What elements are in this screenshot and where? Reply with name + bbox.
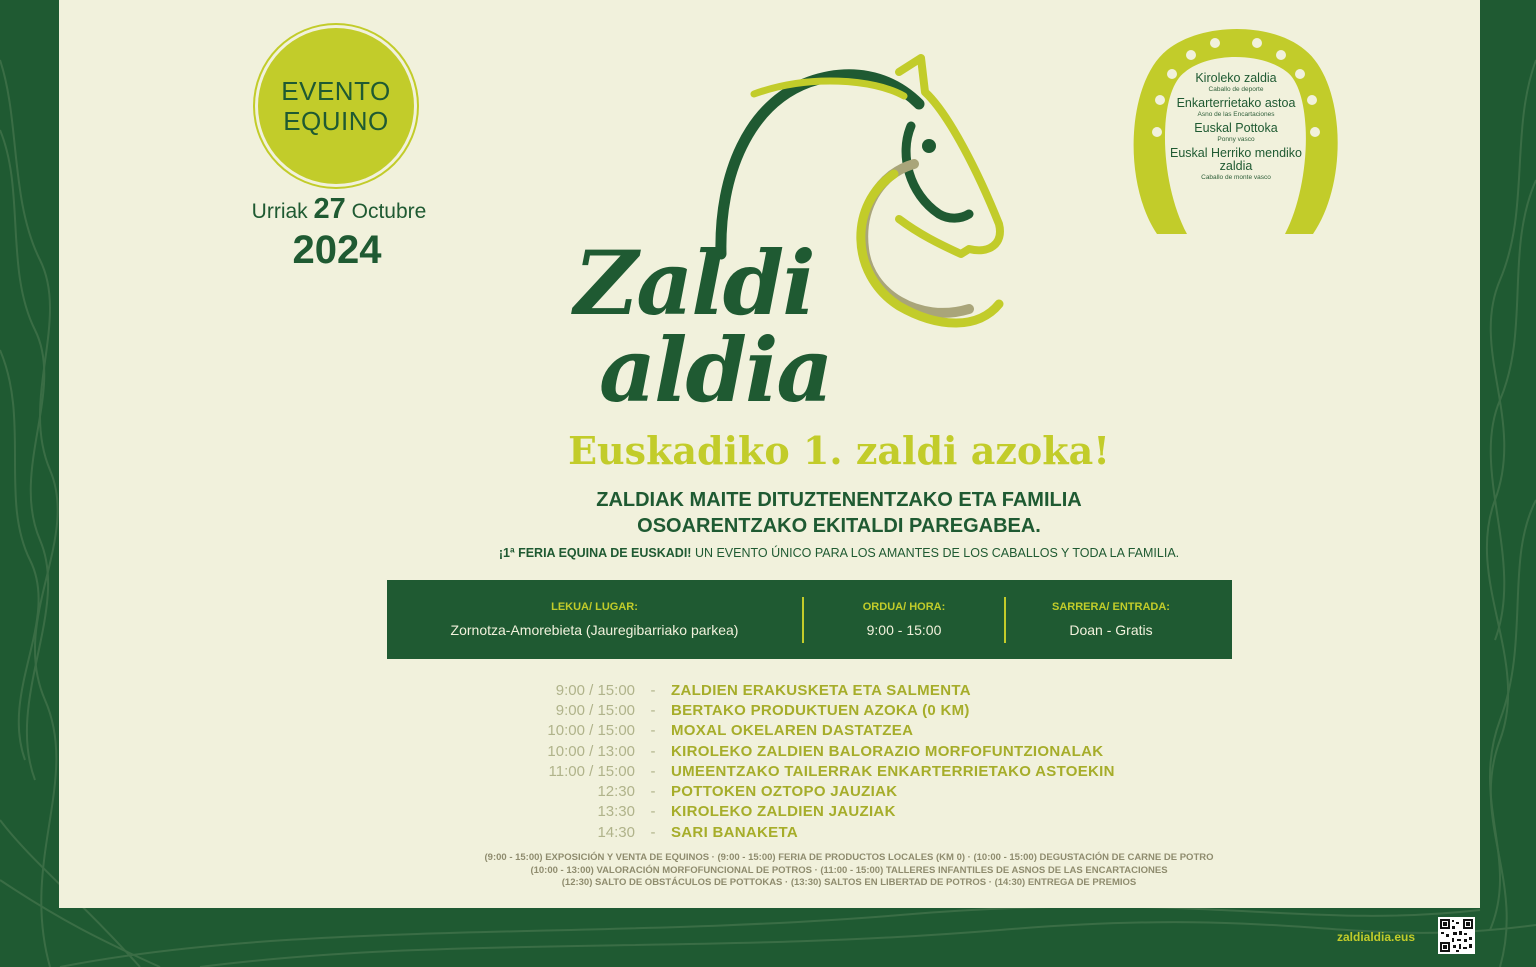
poster: [59, 0, 1480, 908]
info-location: [387, 601, 802, 638]
date-left: Urriak: [251, 200, 308, 223]
schedule-time: 9:00 / 15:00: [555, 701, 635, 719]
spanish-schedule-footer: [359, 852, 1339, 890]
subtitle-spanish-bold: ¡1ª FERIA EQUINA DE EUSKADI!: [498, 546, 692, 560]
schedule-activity: UMEENTZAKO TAILERRAK ENKARTERRIETAKO ASTOEKIN: [671, 762, 1115, 780]
date-day: 27: [313, 193, 346, 225]
schedule-activity: KIROLEKO ZALDIEN BALORAZIO MORFOFUNTZIONALAK: [671, 742, 1104, 760]
schedule-time: 12:30: [597, 783, 635, 801]
breed-title: Euskal Pottoka: [1194, 121, 1278, 135]
breed-title: Euskal Herriko mendiko zaldia: [1170, 146, 1302, 173]
schedule-row: [499, 741, 1199, 761]
schedule-time: 9:00 / 15:00: [555, 681, 635, 699]
evento-badge: [258, 28, 414, 184]
breed-subtitle: Caballo de deporte: [1208, 86, 1264, 93]
website-link[interactable]: zaldialdia.eus: [1337, 930, 1416, 944]
event-year: 2024: [292, 228, 382, 272]
breed-title: Kiroleko zaldia: [1195, 71, 1277, 85]
info-entry: [1006, 601, 1216, 638]
horse-breeds-list: [1167, 72, 1305, 185]
schedule-list: [499, 680, 1199, 842]
date-right: Octubre: [351, 200, 427, 223]
schedule-activity: ZALDIEN ERAKUSKETA ETA SALMENTA: [671, 681, 971, 699]
schedule-activity: MOXAL OKELAREN DASTATZEA: [671, 722, 914, 740]
subtitle: [359, 487, 1319, 539]
schedule-time: 14:30: [597, 823, 635, 841]
schedule-activity: BERTAKO PRODUKTUEN AZOKA (0 KM): [671, 701, 970, 719]
qr-code-icon: [1438, 917, 1475, 954]
schedule-dash: -: [650, 762, 656, 780]
schedule-row: [499, 781, 1199, 801]
schedule-row: [499, 700, 1199, 720]
schedule-dash: -: [650, 742, 656, 760]
schedule-row: [499, 802, 1199, 822]
info-value: Doan - Gratis: [1069, 622, 1153, 638]
schedule-activity: SARI BANAKETA: [671, 823, 798, 841]
badge-line1: EVENTO: [281, 76, 391, 106]
badge-line2: EQUINO: [283, 106, 389, 136]
info-time: [804, 601, 1004, 638]
info-label: ORDUA/ HORA:: [862, 601, 946, 613]
headline: Euskadiko 1. zaldi azoka!: [568, 428, 1110, 473]
info-value: Zornotza-Amorebieta (Jauregibarriako parkea): [450, 622, 739, 638]
event-info-box: [387, 580, 1232, 659]
breed-subtitle: Ponny vasco: [1217, 136, 1255, 143]
info-label: SARRERA/ ENTRADA:: [1052, 601, 1170, 613]
schedule-dash: -: [650, 681, 656, 699]
breed-subtitle: Asno de las Encartaciones: [1197, 111, 1275, 118]
schedule-time: 10:00 / 15:00: [547, 722, 635, 740]
footer-line: (9:00 - 15:00) EXPOSICIÓN Y VENTA DE EQUINOS · (9:00 - 15:00) FERIA DE PRODUCTOS LOCALES (KM 0) · (10:00 - 15:00) DEGUSTACIÓN DE CARNE DE POTRO: [484, 852, 1214, 863]
schedule-dash: -: [650, 823, 656, 841]
event-date: [244, 193, 434, 226]
subtitle-line2: OSOARENTZAKO EKITALDI PAREGABEA.: [637, 515, 1041, 537]
logo-word-aldia: aldia: [599, 318, 832, 422]
breed-title: Enkarterrietako astoa: [1176, 96, 1296, 110]
schedule-row: [499, 761, 1199, 781]
logo-word-zaldi: Zaldi: [574, 231, 814, 335]
schedule-dash: -: [650, 722, 656, 740]
schedule-time: 13:30: [597, 803, 635, 821]
footer-line: (12:30) SALTO DE OBSTÁCULOS DE POTTOKAS · (13:30) SALTOS EN LIBERTAD DE POTROS · (14:30) ENTREGA DE PREMIOS: [561, 877, 1137, 888]
info-label: LEKUA/ LUGAR:: [551, 601, 638, 613]
schedule-row: [499, 680, 1199, 700]
breed-subtitle: Caballo de monte vasco: [1201, 174, 1271, 181]
subtitle-spanish: [359, 546, 1319, 560]
schedule-time: 11:00 / 15:00: [548, 762, 635, 780]
schedule-activity: POTTOKEN OZTOPO JAUZIAK: [671, 783, 898, 801]
footer-line: (10:00 - 13:00) VALORACIÓN MORFOFUNCIONAL DE POTROS · (11:00 - 15:00) TALLERES INFANTILES DE ASNOS DE LAS ENCARTACIONES: [530, 864, 1168, 876]
schedule-dash: -: [650, 803, 656, 821]
schedule-row: [499, 822, 1199, 842]
subtitle-line1: ZALDIAK MAITE DITUZTENENTZAKO ETA FAMILIA: [596, 489, 1082, 511]
schedule-dash: -: [650, 701, 656, 719]
schedule-activity: KIROLEKO ZALDIEN JAUZIAK: [671, 803, 896, 821]
subtitle-spanish-rest: UN EVENTO ÚNICO PARA LOS AMANTES DE LOS CABALLOS Y TODA LA FAMILIA.: [691, 546, 1180, 560]
schedule-row: [499, 721, 1199, 741]
info-value: 9:00 - 15:00: [866, 622, 942, 638]
schedule-time: 10:00 / 13:00: [547, 742, 635, 760]
schedule-dash: -: [650, 783, 656, 801]
